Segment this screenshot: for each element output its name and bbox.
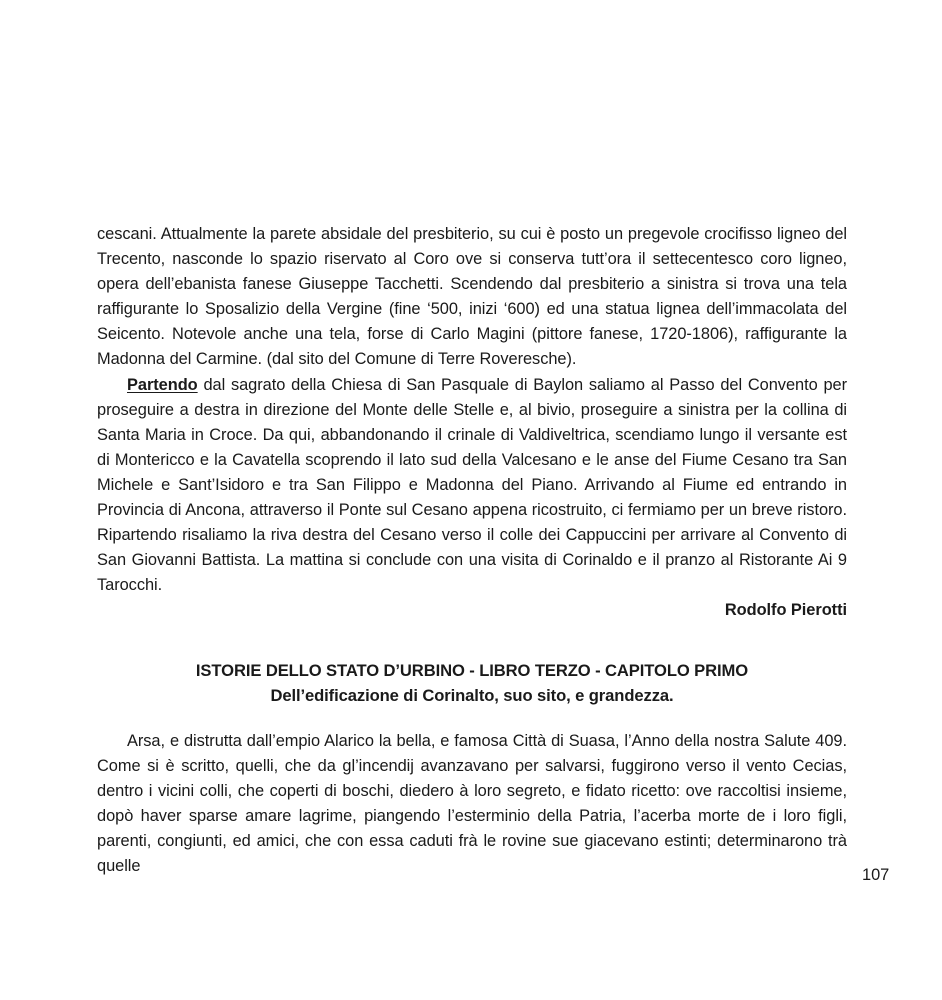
chapter-heading-subtitle: Dell’edificazione di Corinalto, suo sito, e grandezza. <box>270 685 674 705</box>
paragraph-final: Arsa, e distrutta dall’empio Alarico la bella, e famosa Città di Suasa, l’Anno della nostra Salute 409. Come si è scritto, quelli, che da gl’incendij avanzavano per salvarsi, fuggirono verso il vento Cecias, dentro i vicini colli, che coperti di boschi, diedero à loro segreto, e fidato ricetto: ove raccoltisi insieme, dopò haver sparse amare lagrime, piangendo l’esterminio della Patria, l’acerba morte de i loro figli, parenti, congiunti, ed amici, che con essa caduti frà le rovine sue giacevano estinti; determinarono trà quelle <box>97 731 847 875</box>
author-byline: Rodolfo Pierotti <box>724 601 847 620</box>
paragraph-itinerary <box>97 373 847 599</box>
paragraph-continued: cescani. Attualmente la parete absidale del presbiterio, su cui è posto un pregevole crocifisso ligneo del Trecento, nasconde lo spazio riservato al Coro ove si conserva tutt’ora il settecentesco coro ligneo, opera dell’ebanista fanese Giuseppe Tacchetti. Scendendo dal presbiterio a sinistra si trova una tela raffigurante lo Sposalizio della Vergine (fine ‘500, inizi ‘600) ed una statua lignea dell’immacolata del Seicento. Notevole anche una tela, forse di Carlo Magini (pittore fanese, 1720-1806), raffigurante la Madonna del Carmine. (dal sito del Comune di Terre Roveresche). <box>97 225 847 369</box>
paragraph-lead-word: Partendo <box>127 375 198 394</box>
page-number: 107 <box>862 866 890 884</box>
text-column <box>97 222 847 879</box>
paragraph-itinerary-body: dal sagrato della Chiesa di San Pasquale di Baylon saliamo al Passo del Convento per proseguire a destra in direzione del Monte delle Stelle e, al bivio, proseguire a sinistra per la collina di Santa Maria in Croce. Da qui, abbandonando il crinale di Valdiveltrica, scendiamo lungo il versante est di Montericco e la Cavatella scoprendo il lato sud della Valcesano e le anse del Fiume Cesano tra San Michele e Sant’Isidoro e tra San Filippo e Madonna del Piano. Arrivando al Fiume ed entrando in Provincia di Ancona, attraverso il Ponte sul Cesano appena ricostruito, ci fermiamo per un breve ristoro. Ripartendo risaliamo la riva destra del Cesano verso il colle dei Cappuccini per arrivare al Convento di San Giovanni Battista. La mattina si conclude con una visita di Corinaldo e il pranzo al Ristorante Ai 9 Tarocchi. <box>97 375 847 595</box>
paragraph-spacer <box>97 708 847 729</box>
chapter-heading-title: ISTORIE DELLO STATO D’URBINO - LIBRO TERZO - CAPITOLO PRIMO <box>195 660 749 680</box>
